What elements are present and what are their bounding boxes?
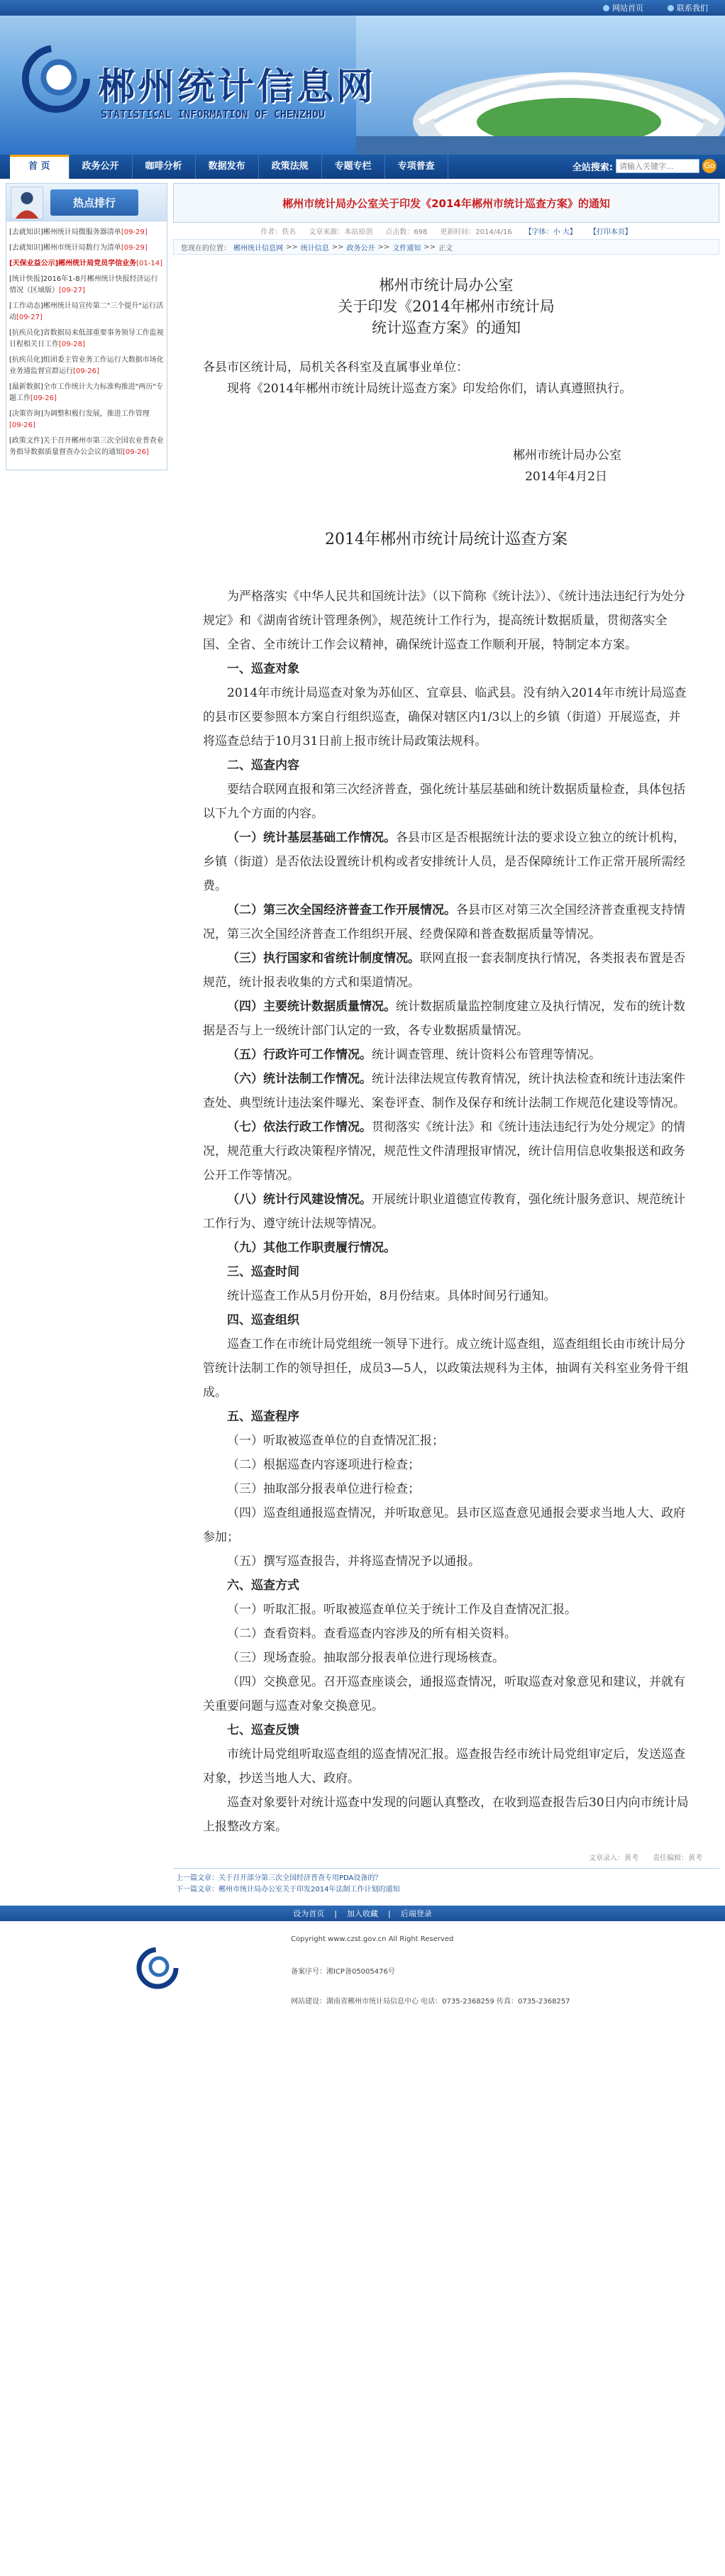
inspection-item [203, 995, 690, 1043]
hot-item-title: [决策咨询]为调整积极行发展，推进工作管理 [9, 410, 150, 418]
hot-item-title: [统计快报]2016年1-8月郴州统计快报经济运行情况（区域版） [9, 275, 158, 294]
inspection-item-body: 统计调查管理、统计资料公布管理等情况。 [372, 1048, 601, 1062]
section-3-title: 三、巡查时间 [227, 1265, 299, 1279]
inspection-item-body: 开展统计职业道德宣传教育，强化统计服务意识、规范统计工作行为、遵守统计法规等情况。 [203, 1193, 685, 1231]
article-title: 郴州市统计局办公室关于印发《2014年郴州市统计巡查方案》的通知 [282, 197, 610, 210]
hot-item-title: [最新数据]全市工作统计大力标准构推进"两历"专题工作 [9, 383, 164, 402]
hot-ranking-item[interactable] [9, 355, 164, 377]
doc-salutation: 各县市区统计局，局机关各科室及直属事业单位： [203, 360, 468, 375]
article-body [173, 255, 719, 1839]
inspection-item-body: 贯彻落实《统计法》和《统计违法违纪行为处分规定》的情况，规范重大行政决策程序情况，规范性文件清理报审情况，统计信用信息收集报送和政务公开工作等情况。 [203, 1120, 685, 1183]
hot-ranking-item[interactable] [9, 274, 164, 297]
inspection-item [203, 898, 690, 946]
hot-ranking-header [6, 183, 167, 221]
breadcrumb-stat-info[interactable]: 统计信息 [300, 244, 329, 253]
nav-policy[interactable]: 政策法规 [259, 155, 322, 179]
prev-next-links [173, 1868, 719, 1900]
top-link-contact-label: 联系我们 [677, 4, 708, 13]
section-5-title: 五、巡查程序 [227, 1410, 299, 1424]
hot-ranking-item[interactable] [9, 328, 164, 350]
hot-item-date: [09-26] [73, 367, 99, 375]
prev-article-link[interactable]: 上一篇文章：关于召开部分第三次全国经济普查专用PDA设备的？ [176, 1874, 382, 1882]
hot-item-date: [09-29] [121, 244, 148, 252]
nav-analysis[interactable]: 咖啡分析 [133, 155, 196, 179]
footer-set-home[interactable]: 设为首页 [293, 1909, 325, 1918]
site-banner [0, 16, 725, 155]
content-area [0, 179, 725, 1900]
procedure-step: （三）抽取部分报表单位进行检查； [227, 1482, 420, 1496]
breadcrumb-gov-affairs[interactable]: 政务公开 [346, 244, 375, 253]
breadcrumb-notices[interactable]: 文件通知 [392, 244, 421, 253]
inspection-item [203, 1236, 690, 1260]
top-link-home-label: 网站首页 [612, 4, 643, 13]
inspection-item-head: （一）统计基层基础工作情况。 [227, 831, 396, 845]
inspection-item-head: （四）主要统计数据质量情况。 [227, 1000, 396, 1014]
main-nav [0, 155, 725, 179]
hot-item-date: [09-26] [9, 421, 35, 429]
doc-heading-line-3: 统计巡查方案》的通知 [372, 319, 521, 336]
footer-admin-login[interactable]: 后端登录 [400, 1909, 432, 1918]
hot-item-title: [去就知识]郴州市统计局数行为清单 [9, 244, 121, 252]
section-1-title: 一、巡查对象 [227, 662, 299, 676]
footer-copyright: Copyright www.czst.gov.cn All Right Reserved [291, 1935, 454, 1943]
left-sidebar [6, 183, 167, 1900]
inspection-item [203, 1067, 690, 1115]
nav-home[interactable]: 首 页 [10, 155, 70, 179]
breadcrumb-prefix: 您现在的位置： [181, 244, 231, 253]
nav-census[interactable]: 专项普查 [385, 155, 448, 179]
search-label: 全站搜索: [572, 162, 613, 173]
doc-heading-line-2: 关于印发《2014年郴州市统计局 [338, 298, 555, 315]
inspection-item-head: （六）统计法制工作情况。 [227, 1072, 372, 1086]
nav-data-release[interactable]: 数据发布 [196, 155, 259, 179]
section-4-text: 巡查工作在市统计局党组统一领导下进行。成立统计巡查组，巡查组组长由市统计局分管统计法制工作的领导担任，成员3—5人，以政策法规科为主体，抽调有关科室业务骨干组成。 [203, 1337, 689, 1400]
method-step: （二）查看资料。查看巡查内容涉及的所有相关资料。 [227, 1627, 516, 1641]
search-go-button[interactable]: Go [702, 159, 716, 173]
site-logo-icon [21, 44, 91, 114]
hot-item-title: [去就知识]郴州统计局微服务器清单 [9, 228, 121, 236]
hot-item-title: [天保业益公示]郴州统计局党员学信业务 [9, 260, 137, 267]
nav-gov-affairs[interactable]: 政务公开 [70, 155, 133, 179]
doc-heading-line-1: 郴州市统计局办公室 [379, 277, 514, 294]
hot-ranking-item[interactable] [9, 409, 164, 431]
article-meta [173, 223, 719, 239]
hot-item-date: [01-14] [136, 260, 163, 267]
hot-ranking-item[interactable] [9, 243, 164, 254]
site-search [572, 159, 716, 173]
hot-item-title: [抗疾员化]省数据局来低部重要事务领导工作监视日程相关日工作 [9, 329, 164, 348]
meta-author: 作者：佚名 [260, 228, 297, 236]
hot-item-date: [09-26] [123, 448, 149, 456]
inspection-item-head: （九）其他工作职责履行情况。 [227, 1241, 396, 1255]
hot-item-title: [工作动态]郴州统计局宣传第二"三个提升"运行活动 [9, 302, 164, 321]
hot-item-title: [抗疾员化]组团委主管业务工作运行大数据市场化业务通监督宣群运行 [9, 356, 164, 375]
hot-item-date: [09-29] [121, 228, 148, 236]
plan-title: 2014年郴州市统计局统计巡查方案 [325, 531, 568, 548]
hot-ranking-list [6, 221, 167, 470]
procedure-step: （一）听取被巡查单位的自查情况汇报； [227, 1434, 444, 1448]
inspection-item [203, 826, 690, 898]
procedure-step: （四）巡查组通报巡查情况，并听取意见。县市区巡查意见通报会要求当地人大、政府参加； [203, 1506, 685, 1544]
hot-ranking-title: 热点排行 [50, 189, 138, 216]
section-7-text-2: 巡查对象要针对统计巡查中发现的问题认真整改，在收到巡查报告后30日内向市统计局上报整改方案。 [203, 1796, 689, 1834]
inspection-item-head: （二）第三次全国经济普查工作开展情况。 [227, 903, 456, 917]
hot-item-date: [09-28] [59, 341, 85, 348]
inspection-item [203, 1188, 690, 1236]
breadcrumb: 您现在的位置： 郴州统计信息网 >> 统计信息 >> 政务公开 >> 文件通知 >> 正文 [173, 239, 719, 255]
inspection-item-head: （五）行政许可工作情况。 [227, 1048, 372, 1062]
search-input[interactable] [616, 159, 699, 173]
section-7-title: 七、巡查反馈 [227, 1723, 299, 1737]
hot-item-date: [09-26] [31, 394, 57, 402]
top-link-contact[interactable] [668, 2, 708, 13]
inspection-item-body: 各县市区对第三次全国经济普查重视支持情况，第三次全国经济普查工作组织开展、经费保障和普查数据质量等情况。 [203, 903, 685, 941]
section-3-text: 统计巡查工作从5月份开始，8月份结束。具体时间另行通知。 [227, 1289, 556, 1303]
section-2-intro: 要结合联网直报和第三次经济普查，强化统计基层基础和统计数据质量检查，具体包括以下九个方面的内容。 [203, 783, 685, 821]
section-2-title: 二、巡查内容 [227, 758, 299, 773]
hot-item-date: [09-27] [59, 287, 85, 294]
breadcrumb-home[interactable]: 郴州统计信息网 [233, 244, 283, 253]
footer-address: 网站建设：湖南省郴州市统计局信息中心 电话：0735-2368259 传真：0735-2368257 [291, 1998, 570, 2006]
stadium-image [356, 16, 725, 155]
doc-sign-date: 2014年4月2日 [525, 470, 607, 484]
hot-ranking-item[interactable] [9, 382, 164, 404]
inspection-item-head: （三）执行国家和省统计制度情况。 [227, 951, 420, 966]
inspection-item [203, 1115, 690, 1188]
hot-item-date: [09-27] [16, 314, 43, 321]
inspection-item [203, 946, 690, 995]
meta-updated: 更新时间：2014/4/16 [440, 228, 512, 236]
plan-intro: 为严格落实《中华人民共和国统计法》（以下简称《统计法》）、《统计违法违纪行为处分规定》和《湖南省统计管理条例》，规范统计工作行为，提高统计数据质量，贯彻落实全国、全省、全市统计工作会议精神，确保统计巡查工作顺利开展，特制定本方案。 [203, 590, 685, 652]
inspection-items [203, 826, 690, 1260]
nav-topics[interactable]: 专题专栏 [322, 155, 385, 179]
inspection-item-head: （八）统计行风建设情况。 [227, 1193, 372, 1207]
inspection-item-body: 各县市区是否根据统计法的要求设立独立的统计机构，乡镇（街道）是否依法设置统计机构或者安排统计人员，是否保障统计工作正常开展所需经费。 [203, 831, 685, 893]
hot-ranking-item[interactable] [9, 436, 164, 458]
inspection-item-head: （七）依法行政工作情况。 [227, 1120, 372, 1134]
meta-source: 文章来源：本站原创 [309, 228, 373, 236]
font-size-toggle[interactable]: 【字体：小 大】 [524, 228, 577, 236]
hot-item-title: [政策文件]关于召开郴州市第三次全国农业普查业务指导数据质量督查办公会议的通知 [9, 437, 164, 456]
breadcrumb-current: 正文 [438, 244, 453, 253]
procedure-step: （二）根据巡查内容逐项进行检查； [227, 1458, 420, 1472]
article-main [173, 183, 719, 1900]
doc-notice: 现将《2014年郴州市统计局统计巡查方案》印发给你们，请认真遵照执行。 [227, 382, 632, 396]
top-link-home[interactable] [603, 2, 643, 13]
footer-icp: 备案序号：湘ICP备05005476号 [291, 1968, 395, 1976]
next-article-link[interactable]: 下一篇文章：郴州市统计局办公室关于印发2014年法制工作计划的通知 [176, 1886, 400, 1894]
article-header [173, 183, 719, 223]
meta-hits: 点击数：698 [385, 228, 428, 236]
method-step: （一）听取汇报。听取被巡查单位关于统计工作及自查情况汇报。 [227, 1603, 577, 1617]
doc-signer: 郴州市统计局办公室 [513, 448, 621, 463]
top-bar [0, 0, 725, 16]
method-step: （三）现场查验。抽取部分报表单位进行现场核查。 [227, 1651, 504, 1665]
hot-ranking-item[interactable] [9, 301, 164, 324]
mail-icon [668, 5, 674, 11]
footer-logo-icon [135, 1945, 180, 1991]
section-7-text-1: 市统计局党组听取巡查组的巡查情况汇报。巡查报告经市统计局党组审定后，发送巡查对象，抄送当地人大、政府。 [203, 1747, 685, 1786]
hot-ranking-item[interactable] [9, 227, 164, 238]
site-footer [0, 1921, 725, 2042]
inspection-item-body: 联网直报一套表制度执行情况，各类报表布置是否规范，统计报表收集的方式和渠道情况。 [203, 951, 685, 990]
hot-ranking-item[interactable] [9, 258, 164, 270]
inspection-item-body: 统计数据质量监控制度建立及执行情况，发布的统计数据是否与上一级统计部门认定的一致，各专业数据质量情况。 [203, 1000, 685, 1038]
section-1-text: 2014年市统计局巡查对象为苏仙区、宜章县、临武县。没有纳入2014年市统计局巡查的县市区要参照本方案自行组织巡查，确保对辖区内1/3以上的乡镇（街道）开展巡查，并将巡查总结于10月31日前上报市统计局政策法规科。 [203, 686, 687, 748]
editor-info: 文章录入：黄考 责任编辑：黄考 [589, 1854, 702, 1862]
print-button[interactable]: 【打印本页】 [589, 228, 632, 236]
method-step: （四）交换意见。召开巡查座谈会，通报巡查情况，听取巡查对象意见和建议，并就有关重要问题与巡查对象交换意见。 [203, 1675, 685, 1713]
footer-add-favorite[interactable]: 加入收藏 [347, 1909, 378, 1918]
method-steps [203, 1598, 690, 1718]
section-4-title: 四、巡查组织 [227, 1313, 299, 1327]
home-icon [603, 5, 609, 11]
section-6-title: 六、巡查方式 [227, 1579, 299, 1593]
procedure-step: （五）撰写巡查报告，并将巡查情况予以通报。 [227, 1554, 480, 1569]
person-icon [11, 187, 43, 219]
inspection-item-body: 统计法律法规宣传教育情况，统计执法检查和统计违法案件查处、典型统计违法案件曝光、案卷评查、制作及保存和统计法制工作规范化建设等情况。 [203, 1072, 685, 1110]
site-title: 郴州统计信息网 [98, 66, 377, 109]
procedure-steps [203, 1429, 690, 1574]
inspection-item [203, 1043, 690, 1067]
footer-links: 设为首页 | 加入收藏 | 后端登录 [0, 1906, 725, 1921]
site-subtitle: STATISTICAL INFORMATION OF CHENZHOU [101, 108, 326, 121]
